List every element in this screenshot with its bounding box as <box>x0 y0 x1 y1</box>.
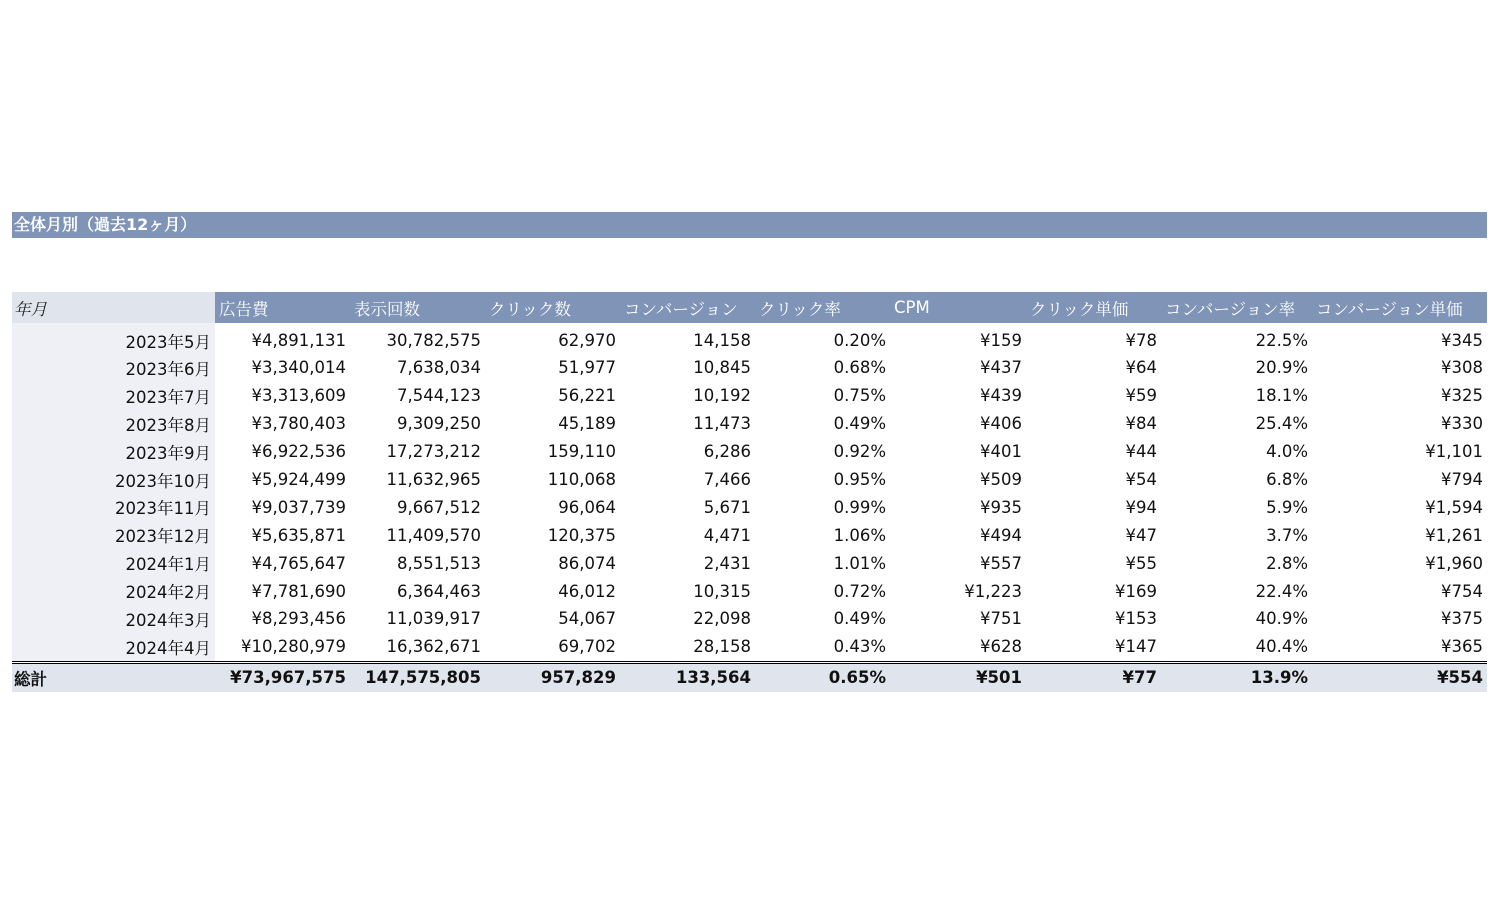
table-cell: ¥94 <box>1125 497 1157 517</box>
table-cell: 3.7% <box>1266 525 1308 545</box>
table-cell: ¥153 <box>1115 609 1157 629</box>
table-row <box>12 438 1487 466</box>
column-header: コンバージョン <box>620 292 755 323</box>
table-cell: ¥7,781,690 <box>251 581 346 601</box>
table-cell: 159,110 <box>547 442 616 462</box>
table-cell: ¥3,340,014 <box>251 358 346 378</box>
row-month-cell: 2023年12月 <box>12 521 215 549</box>
table-cell: ¥401 <box>980 442 1022 462</box>
table-cell: ¥3,313,609 <box>251 386 346 406</box>
row-month-cell: 2023年5月 <box>12 323 215 354</box>
table-cell: 11,473 <box>693 414 751 434</box>
column-header: 広告費 <box>215 292 350 323</box>
table-cell: ¥509 <box>980 470 1022 489</box>
table-cell: 11,632,965 <box>386 470 481 489</box>
table-cell: 0.49% <box>833 414 886 434</box>
row-month-cell: 2024年2月 <box>12 577 215 605</box>
table-cell: ¥4,765,647 <box>251 553 346 573</box>
table-cell: ¥557 <box>980 553 1022 573</box>
table-cell: ¥9,037,739 <box>251 497 346 517</box>
row-month-cell: 2024年1月 <box>12 549 215 577</box>
table-cell: ¥59 <box>1125 386 1157 406</box>
row-month-cell: 2024年4月 <box>12 633 215 662</box>
table-cell: 69,702 <box>558 637 616 657</box>
table-cell: 2,431 <box>703 553 751 573</box>
table-cell: 17,273,212 <box>386 442 481 462</box>
total-cell: 957,829 <box>485 662 620 692</box>
table-cell: 18.1% <box>1255 386 1308 406</box>
monthly-report-table <box>12 292 1487 692</box>
table-header-row <box>12 292 1487 323</box>
row-month-cell: 2023年7月 <box>12 382 215 410</box>
total-cell: 13.9% <box>1161 662 1312 692</box>
column-header: クリック数 <box>485 292 620 323</box>
row-month-cell: 2023年11月 <box>12 493 215 521</box>
table-cell: ¥325 <box>1441 386 1483 406</box>
table-cell: 5,671 <box>703 497 751 517</box>
table-cell: ¥55 <box>1125 553 1157 573</box>
table-cell: ¥5,635,871 <box>251 525 346 545</box>
table-body <box>12 323 1487 662</box>
column-header: コンバージョン率 <box>1161 292 1312 323</box>
table-cell: 16,362,671 <box>386 637 481 657</box>
table-row <box>12 466 1487 494</box>
total-row <box>12 662 1487 692</box>
table-cell: 0.75% <box>833 386 886 406</box>
table-cell: 86,074 <box>558 553 616 573</box>
table-row <box>12 521 1487 549</box>
total-cell: 0.65% <box>755 662 890 692</box>
table-row <box>12 354 1487 382</box>
total-cell: 133,564 <box>620 662 755 692</box>
table-cell: 5.9% <box>1266 497 1308 517</box>
table-cell: 11,409,570 <box>386 525 481 545</box>
table-cell: ¥84 <box>1125 414 1157 434</box>
table-cell: 8,551,513 <box>397 553 481 573</box>
table-cell: 0.99% <box>833 497 886 517</box>
table-cell: 25.4% <box>1255 414 1308 434</box>
table-cell: ¥345 <box>1441 331 1483 350</box>
table-cell: 0.92% <box>833 442 886 462</box>
table-cell: 2.8% <box>1266 553 1308 573</box>
table-cell: 120,375 <box>547 525 616 545</box>
table-cell: 30,782,575 <box>386 331 481 350</box>
table-cell: 9,667,512 <box>397 497 481 517</box>
table-cell: ¥47 <box>1125 525 1157 545</box>
table-row <box>12 577 1487 605</box>
table-cell: 45,189 <box>558 414 616 434</box>
table-cell: 0.95% <box>833 470 886 489</box>
table-row <box>12 382 1487 410</box>
table-cell: 28,158 <box>693 637 751 657</box>
total-cell: ¥554 <box>1312 662 1487 692</box>
column-header: コンバージョン単価 <box>1312 292 1487 323</box>
table-cell: 51,977 <box>558 358 616 378</box>
table-cell: ¥6,922,536 <box>251 442 346 462</box>
total-cell: 147,575,805 <box>350 662 485 692</box>
table-cell: ¥494 <box>980 525 1022 545</box>
table-cell: ¥1,223 <box>964 581 1022 601</box>
table-row <box>12 323 1487 354</box>
table-cell: ¥3,780,403 <box>251 414 346 434</box>
table-row <box>12 493 1487 521</box>
total-cell: ¥501 <box>890 662 1026 692</box>
table-cell: ¥754 <box>1441 581 1483 601</box>
table-cell: ¥330 <box>1441 414 1483 434</box>
table-cell: ¥54 <box>1125 470 1157 489</box>
table-cell: ¥628 <box>980 637 1022 657</box>
table-cell: ¥439 <box>980 386 1022 406</box>
column-header-month: 年月 <box>12 292 215 323</box>
row-month-cell: 2023年6月 <box>12 354 215 382</box>
table-cell: 46,012 <box>558 581 616 601</box>
table-cell: ¥10,280,979 <box>241 637 346 657</box>
row-month-cell: 2023年8月 <box>12 410 215 438</box>
column-header: CPM <box>890 292 1026 323</box>
table-cell: 62,970 <box>558 331 616 350</box>
table-cell: 54,067 <box>558 609 616 629</box>
table-row <box>12 633 1487 662</box>
table-cell: ¥751 <box>980 609 1022 629</box>
table-cell: 4.0% <box>1266 442 1308 462</box>
section-title: 全体月別（過去12ヶ月） <box>14 215 197 234</box>
row-month-cell: 2024年3月 <box>12 605 215 633</box>
table-row <box>12 410 1487 438</box>
table-cell: ¥169 <box>1115 581 1157 601</box>
table-cell: ¥64 <box>1125 358 1157 378</box>
column-header: 表示回数 <box>350 292 485 323</box>
table-cell: 40.4% <box>1255 637 1308 657</box>
table-cell: 14,158 <box>693 331 751 350</box>
table-cell: ¥1,960 <box>1425 553 1483 573</box>
table-cell: 0.43% <box>833 637 886 657</box>
table-cell: ¥78 <box>1125 331 1157 350</box>
table-cell: 1.01% <box>833 553 886 573</box>
row-month-cell: 2023年9月 <box>12 438 215 466</box>
table-cell: 22,098 <box>693 609 751 629</box>
table-cell: ¥1,594 <box>1425 497 1483 517</box>
table-cell: 110,068 <box>547 470 616 489</box>
table-cell: 22.4% <box>1255 581 1308 601</box>
table-cell: ¥1,261 <box>1425 525 1483 545</box>
table-cell: 4,471 <box>703 525 751 545</box>
table-cell: 1.06% <box>833 525 886 545</box>
table-cell: ¥375 <box>1441 609 1483 629</box>
table-cell: 56,221 <box>558 386 616 406</box>
table-cell: ¥5,924,499 <box>251 470 346 489</box>
table-cell: 7,638,034 <box>397 358 481 378</box>
table-cell: ¥406 <box>980 414 1022 434</box>
table-cell: 7,544,123 <box>397 386 481 406</box>
table-cell: 6,286 <box>703 442 751 462</box>
table-cell: 20.9% <box>1255 358 1308 378</box>
table-cell: 7,466 <box>703 470 751 489</box>
table-cell: 10,192 <box>693 386 751 406</box>
table-cell: ¥147 <box>1115 637 1157 657</box>
table-row <box>12 549 1487 577</box>
total-cell: ¥73,967,575 <box>215 662 350 692</box>
table-cell: ¥365 <box>1441 637 1483 657</box>
table-cell: ¥437 <box>980 358 1022 378</box>
column-header: クリック率 <box>755 292 890 323</box>
table-cell: 0.68% <box>833 358 886 378</box>
table-cell: ¥8,293,456 <box>251 609 346 629</box>
table-cell: ¥44 <box>1125 442 1157 462</box>
table-row <box>12 605 1487 633</box>
table-cell: 11,039,917 <box>386 609 481 629</box>
table-cell: 10,315 <box>693 581 751 601</box>
table-cell: 0.20% <box>833 331 886 350</box>
table-cell: 0.49% <box>833 609 886 629</box>
row-month-cell: 2023年10月 <box>12 466 215 494</box>
table-cell: ¥794 <box>1441 470 1483 489</box>
table-cell: 6.8% <box>1266 470 1308 489</box>
table-cell: 0.72% <box>833 581 886 601</box>
table-cell: 10,845 <box>693 358 751 378</box>
table-cell: ¥159 <box>980 331 1022 350</box>
table-cell: 96,064 <box>558 497 616 517</box>
table-cell: 40.9% <box>1255 609 1308 629</box>
total-cell: ¥77 <box>1026 662 1161 692</box>
table-cell: 9,309,250 <box>397 414 481 434</box>
table-cell: ¥4,891,131 <box>251 331 346 350</box>
section-title-bar <box>12 212 1487 238</box>
column-header: クリック単価 <box>1026 292 1161 323</box>
table-cell: 6,364,463 <box>397 581 481 601</box>
table-cell: ¥308 <box>1441 358 1483 378</box>
table-cell: ¥935 <box>980 497 1022 517</box>
table-cell: ¥1,101 <box>1425 442 1483 462</box>
table-cell: 22.5% <box>1255 331 1308 350</box>
total-label-cell: 総計 <box>12 662 215 692</box>
